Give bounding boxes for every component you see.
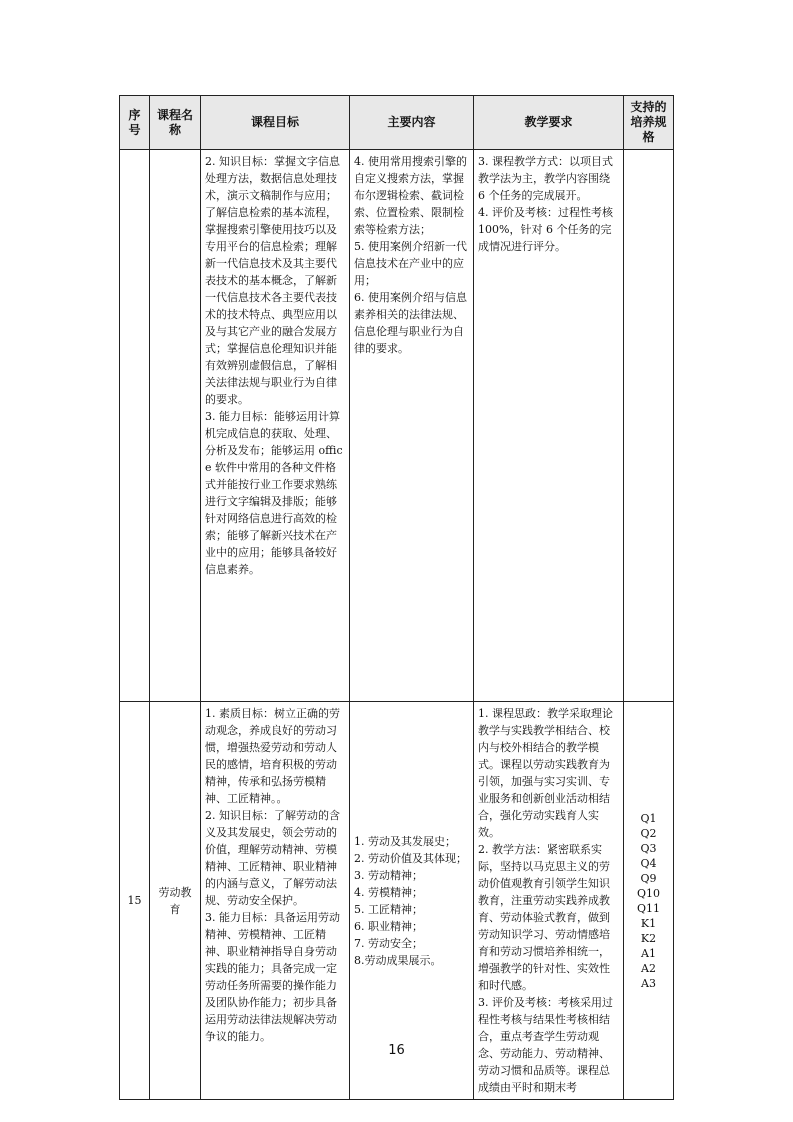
spec-code: Q10 [636,886,660,900]
table-row [120,150,674,702]
page-number: 16 [388,1043,405,1058]
requirement-item: 3. 课程教学方式：以项目式教学法为主，教学内容围绕 6 个任务的完成展开。 [478,155,613,202]
goal-item: 1. 素质目标：树立正确的劳动观念，养成良好的劳动习惯，增强热爱劳动和劳动人民的感情，培育积极的劳动精神，传承和弘扬劳模精神、工匠精神。。 [205,707,340,805]
curriculum-table [119,95,674,1100]
supported-specs [624,150,674,702]
header-supported-specs: 支持的培养规格 [624,96,674,150]
goal-item: 3. 能力目标：具备运用劳动精神、劳模精神、工匠精神、职业精神指导自身劳动实践的能力；具备完成一定劳动任务所需要的操作能力及团队协作能力；初步具备运用劳动法律法规解决劳动争议的能力。 [205,911,340,1043]
course-goals [201,150,350,702]
spec-code: Q2 [640,826,657,840]
spec-code: Q1 [640,811,657,825]
spec-code: Q4 [640,856,657,870]
header-course-goals: 课程目标 [201,96,350,150]
content-item: 3. 劳动精神； [354,868,423,882]
header-number: 序号 [120,96,150,150]
goal-item: 3. 能力目标：能够运用计算机完成信息的获取、处理、分析及发布；能够运用 office 软件中常用的各种文件格式并能按行业工作要求熟练进行文字编辑及排版；能够针对网络信息进行高效的检索；能够了解新兴技术在产业中的应用；能够具备较好信息素养。 [205,410,343,576]
requirement-item: 4. 评价及考核：过程性考核 100%，针对 6 个任务的完成情况进行评分。 [478,206,613,253]
table-row [120,702,674,1100]
content-item: 2. 劳动价值及其体现； [354,851,467,865]
spec-code: A1 [641,946,656,960]
table-header-row [120,96,674,150]
header-teaching-requirements: 教学要求 [474,96,624,150]
teaching-requirements [474,150,624,702]
content-item: 5. 工匠精神； [354,902,423,916]
requirement-item: 2. 教学方法：紧密联系实际，坚持以马克思主义的劳动价值观教育引领学生知识教育，注重劳动实践养成教育、劳动体验式教育，做到劳动知识学习、劳动情感培育和劳动习惯培养相统一，增强教学的针对性、实效性和时代感。 [478,843,610,992]
content-item: 6. 使用案例介绍与信息素养相关的法律法规、信息伦理与职业行为自律的要求。 [354,291,467,355]
teaching-requirements [474,702,624,1100]
goal-item: 2. 知识目标：了解劳动的含义及其发展史，领会劳动的价值，理解劳动精神、劳模精神、工匠精神、职业精神的内涵与意义，了解劳动法规、劳动安全保护。 [205,809,340,907]
content-item: 7. 劳动安全； [354,936,423,950]
content-item: 5. 使用案例介绍新一代信息技术在产业中的应用； [354,240,467,287]
content-item: 4. 使用常用搜索引擎的自定义搜索方法，掌握布尔逻辑检索、截词检索、位置检索、限制检索等检索方法； [354,155,467,236]
main-content [350,150,474,702]
spec-code: Q9 [640,871,657,885]
goal-item: 2. 知识目标：掌握文字信息处理方法，数据信息处理技术，演示文稿制作与应用；了解信息检索的基本流程，掌握搜索引擎使用技巧以及专用平台的信息检索；理解新一代信息技术及其主要代表技术的基本概念，了解新一代信息技术各主要代表技术的技术特点、典型应用以及与其它产业的融合发展方式；掌握信息伦理知识并能有效辨别虚假信息，了解相关法律法规与职业行为自律的要求。 [205,155,340,406]
supported-specs [624,702,674,1100]
content-item: 1. 劳动及其发展史； [354,834,456,848]
spec-code: A3 [641,976,656,990]
spec-code: A2 [641,961,656,975]
row-number [120,150,150,702]
content-item: 6. 职业精神； [354,919,423,933]
course-goals [201,702,350,1100]
requirement-item: 3. 评价及考核：考核采用过程性考核与结果性考核相结合，重点考查学生劳动观念、劳动能力、劳动精神、劳动习惯和品质等。课程总成绩由平时和期末考 [478,996,613,1094]
main-content [350,702,474,1100]
course-name [150,150,201,702]
spec-code: K2 [640,931,657,945]
spec-code: K1 [640,916,657,930]
spec-code: Q3 [640,841,657,855]
course-name: 劳动教育 [150,702,201,1100]
spec-code: Q11 [636,901,660,915]
header-course-name: 课程名称 [150,96,201,150]
content-item: 4. 劳模精神； [354,885,423,899]
requirement-item: 1. 课程思政：教学采取理论教学与实践教学相结合、校内与校外相结合的教学模式。课程以劳动实践教育为引领，加强与实习实训、专业服务和创新创业活动相结合，强化劳动实践育人实效。 [478,707,613,839]
header-main-content: 主要内容 [350,96,474,150]
content-item: 8.劳动成果展示。 [354,953,442,967]
row-number: 15 [120,702,150,1100]
